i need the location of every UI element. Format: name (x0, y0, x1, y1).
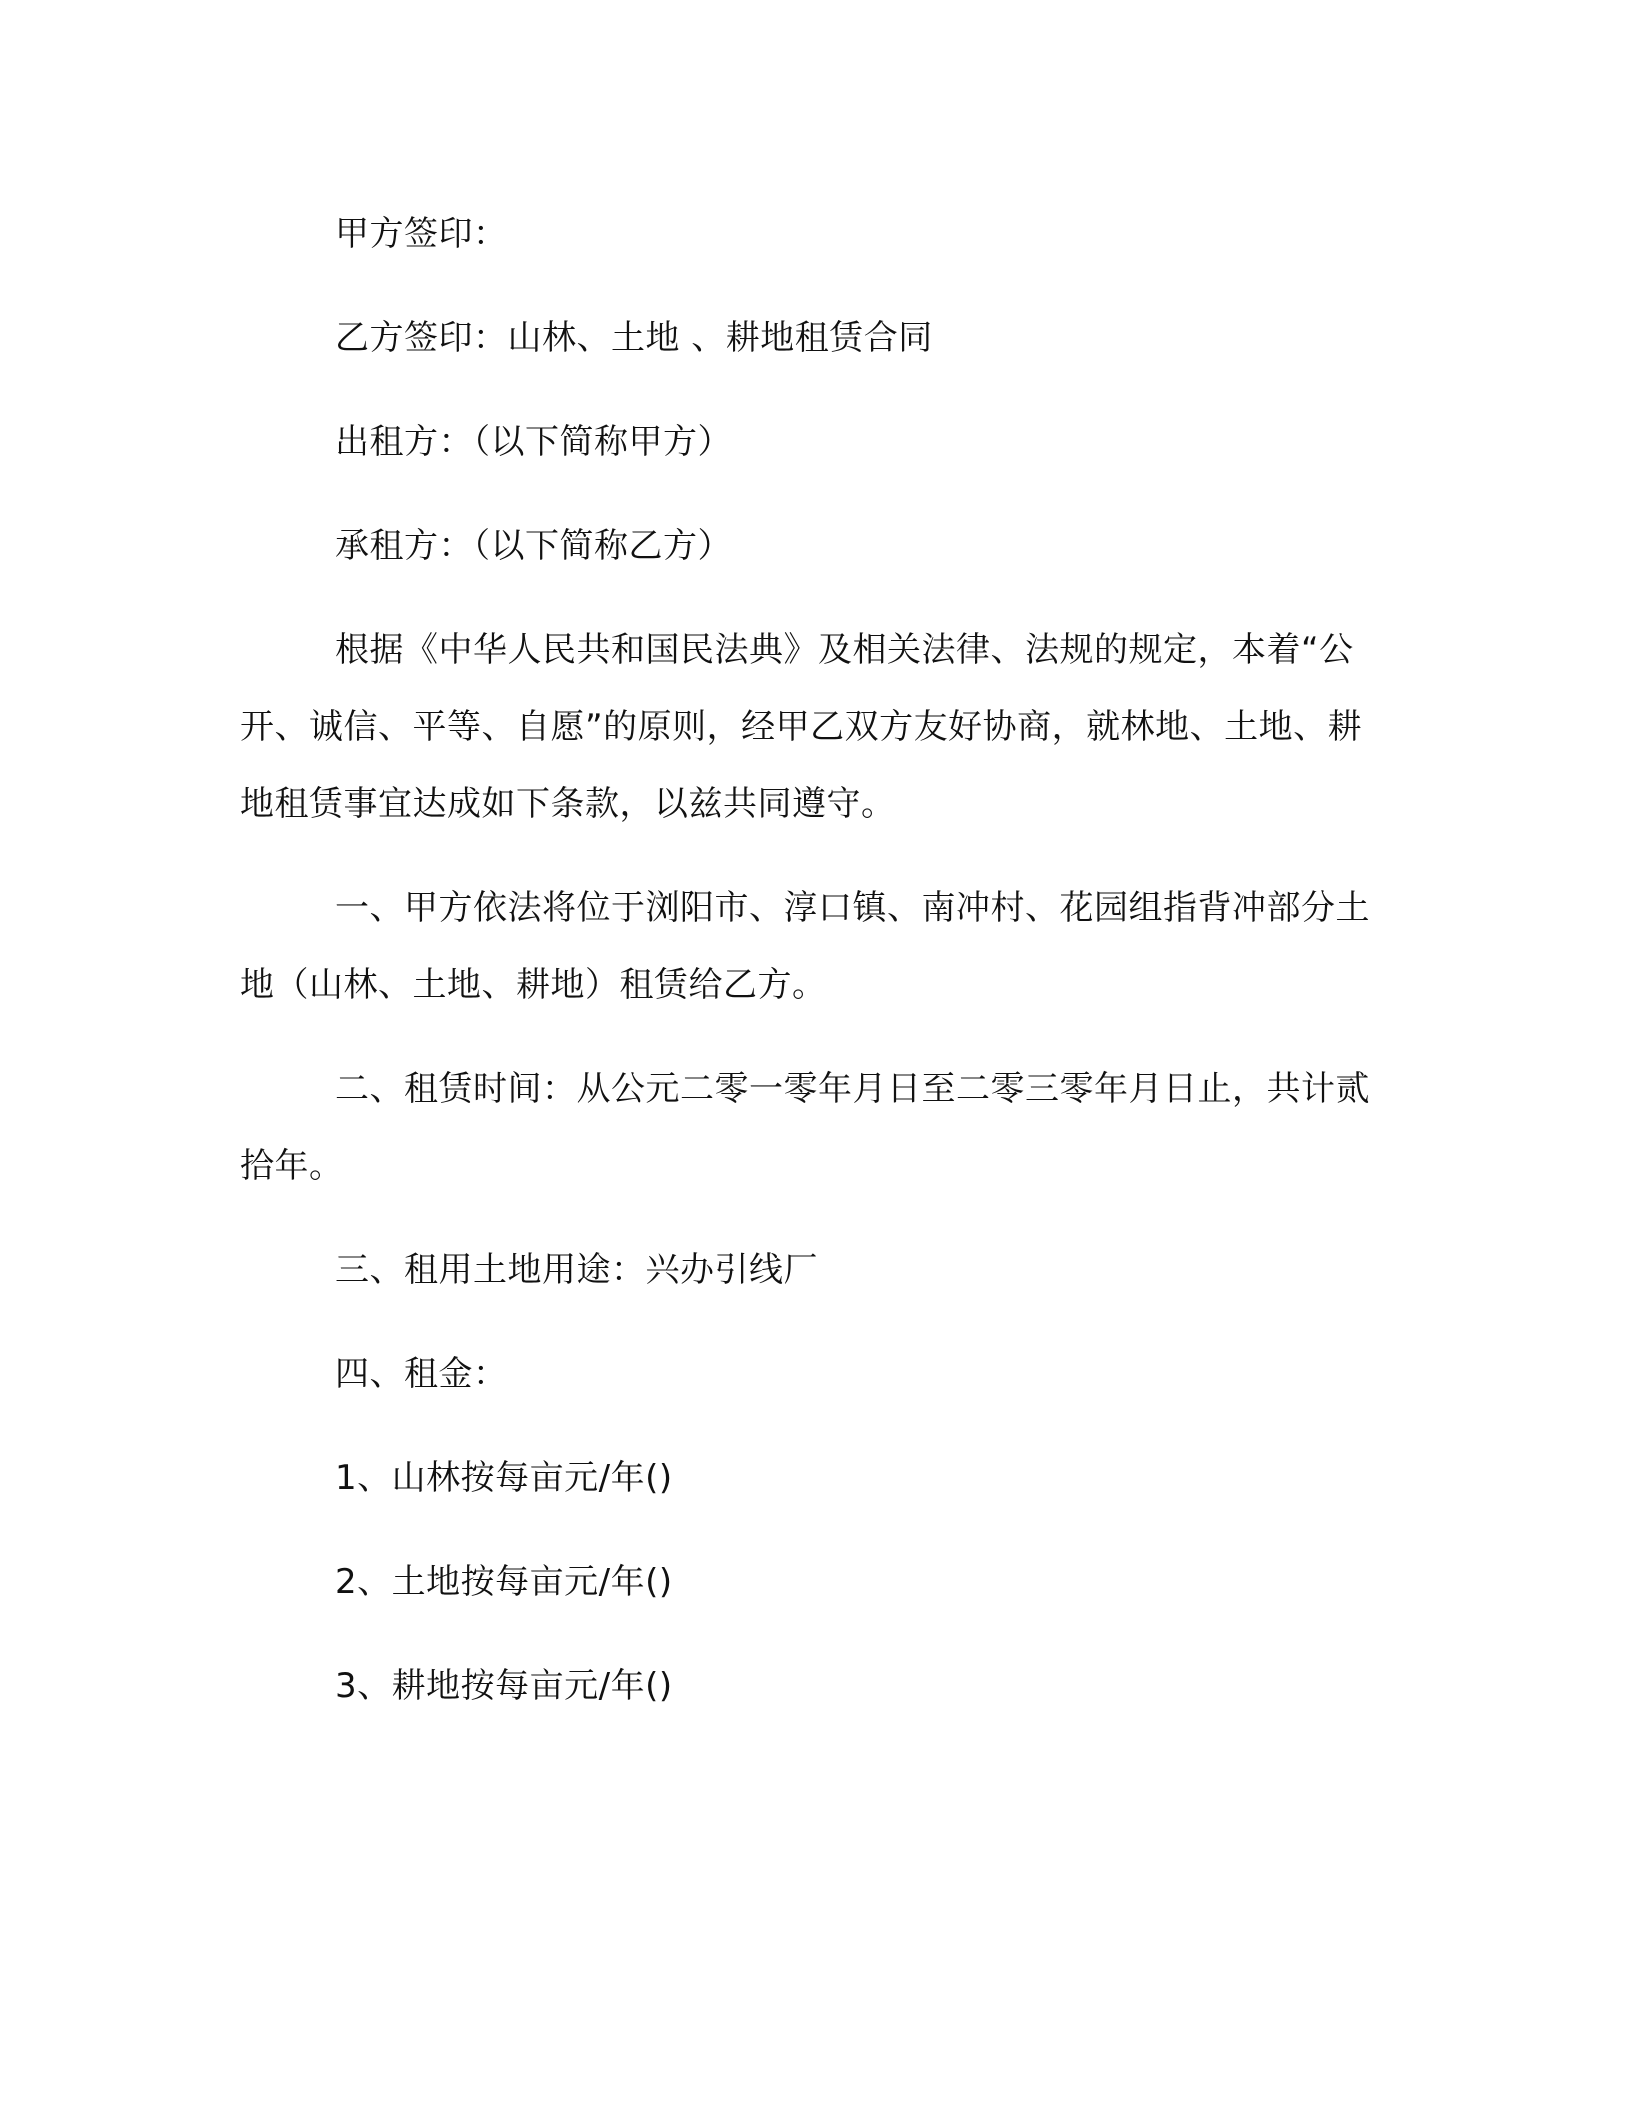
clause-4-rent-heading: 四、租金： (335, 1354, 508, 1394)
lessor-line: 出租方：（以下简称甲方） (335, 422, 732, 462)
clause-2-lease-term: 二、租赁时间：从公元二零一零年月日至二零三零年月日止，共计贰拾年。 (240, 1069, 1370, 1186)
rent-item-farmland: 3、耕地按每亩元/年() (335, 1666, 673, 1706)
lessee-line: 承租方：（以下简称乙方） (335, 526, 732, 566)
document-body (240, 196, 1392, 1725)
rent-item-land: 2、土地按每亩元/年() (335, 1562, 673, 1602)
party-b-signature-line: 乙方签印：山林、土地 、耕地租赁合同 (335, 318, 933, 358)
clause-1-location: 一、甲方依法将位于浏阳市、淳口镇、南冲村、花园组指背冲部分土地（山林、土地、耕地）租赁给乙方。 (240, 888, 1370, 1005)
party-a-signature-line: 甲方签印： (335, 214, 508, 254)
clause-3-land-use: 三、租用土地用途：兴办引线厂 (335, 1250, 818, 1290)
rent-item-forest: 1、山林按每亩元/年() (335, 1458, 673, 1498)
preamble-paragraph: 根据《中华人民共和国民法典》及相关法律、法规的规定，本着“公开、诚信、平等、自愿”的原则，经甲乙双方友好协商，就林地、土地、耕地租赁事宜达成如下条款，以兹共同遵守。 (240, 630, 1363, 824)
